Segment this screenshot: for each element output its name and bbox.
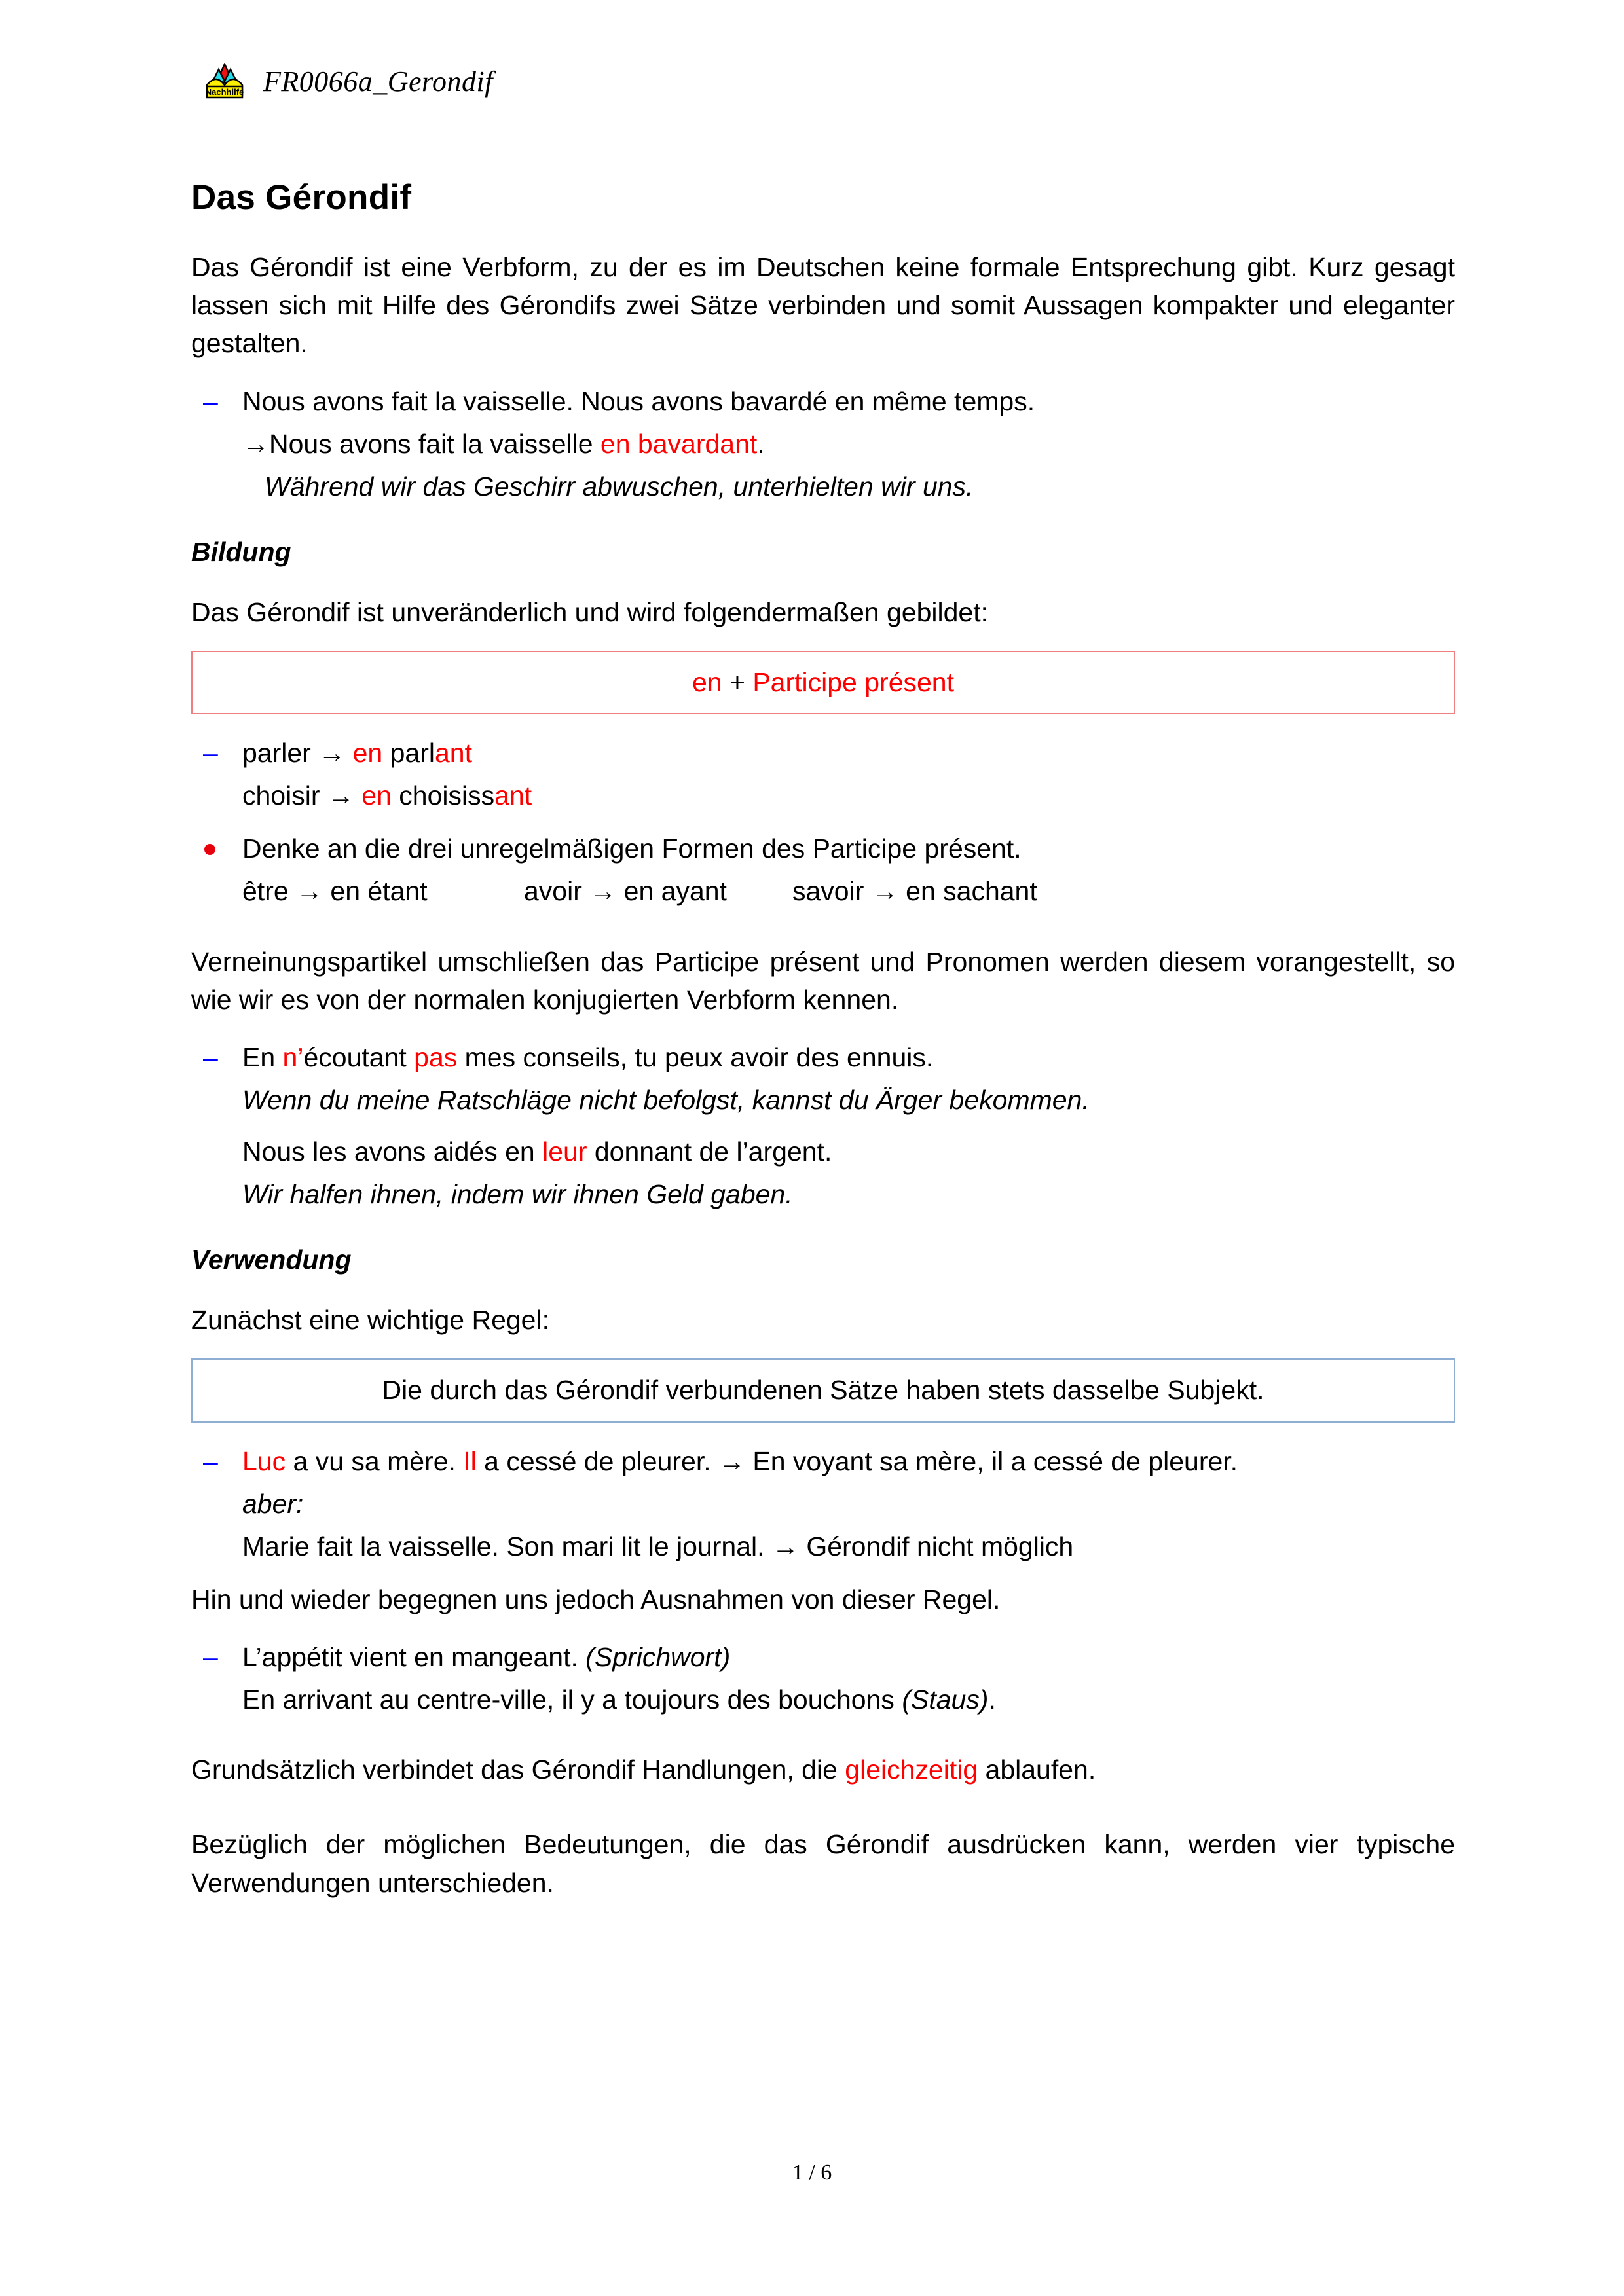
exception-paragraph: Hin und wieder begegnen uns jedoch Ausnahmen von dieser Regel.: [191, 1584, 1001, 1614]
simultaneity-suffix: ablaufen.: [978, 1755, 1096, 1785]
arrow-icon: →: [242, 428, 269, 459]
negation-paragraph: Verneinungspartikel umschließen das Participe présent und Pronomen werden diesem vorangestellt, so wie wir es von der normalen konjugierten Verbform kennen.: [191, 946, 1455, 1015]
document-code: FR0066a_Gerondif: [263, 65, 493, 98]
formula-part2: Participe présent: [752, 667, 954, 698]
list-item: [191, 382, 1455, 421]
example-infinitive: parler: [242, 738, 319, 769]
page-footer: [0, 2160, 1624, 2185]
document-body: [191, 178, 1455, 1922]
nachhilfe-logo-icon: [203, 63, 246, 100]
list-item: [191, 776, 1455, 815]
example-result: [191, 425, 1455, 464]
dash-bullet-icon: –: [203, 738, 218, 769]
verwendung-lead: Zunächst eine wichtige Regel:: [191, 1305, 549, 1336]
rule-box: Die durch das Gérondif verbundenen Sätze haben stets dasselbe Subjekt.: [191, 1358, 1455, 1422]
example-en: en: [361, 780, 392, 811]
logo-text: Nachhilfe: [205, 87, 244, 97]
formation-examples: [191, 734, 1455, 815]
proverb-text: L’appétit vient en mangeant.: [242, 1642, 586, 1673]
neg-seg2: donnant de l’argent.: [587, 1137, 832, 1167]
list-item: [191, 734, 1455, 773]
neg-red2: pas: [414, 1042, 458, 1072]
example-translation: Während wir das Geschirr abwuschen, unterhielten wir uns.: [265, 471, 974, 501]
subject-rule-examples: [191, 1442, 1455, 1566]
bildung-lead: Das Gérondif ist unveränderlich und wird folgendermaßen gebildet:: [191, 596, 989, 627]
result-highlight: en bavardant: [600, 428, 758, 459]
marie-example: Marie fait la vaisselle. Son mari lit le journal. → Gérondif nicht möglich: [242, 1531, 1074, 1561]
example-infinitive: choisir: [242, 780, 327, 811]
dash-bullet-icon: –: [203, 386, 218, 416]
simultaneity-prefix: Grundsätzlich verbindet das Gérondif Handlungen, die: [191, 1755, 845, 1785]
proverb-examples: [191, 1638, 1455, 1719]
neg-translation: Wir halfen ihnen, indem wir ihnen Geld gaben.: [242, 1179, 793, 1210]
irregular-form-etre: être → en étant: [242, 876, 428, 907]
simultaneity-paragraph: [191, 1751, 1455, 1789]
formula-plus: +: [722, 667, 753, 698]
aber-label: aber:: [242, 1488, 304, 1519]
page-title: Das Gérondif: [191, 178, 412, 217]
intro-example-list: [191, 382, 1455, 506]
dash-bullet-icon: –: [203, 1042, 218, 1072]
irregular-form-savoir: savoir → en sachant: [792, 876, 1037, 907]
example-ending: ant: [494, 780, 532, 811]
result-suffix: .: [757, 428, 765, 459]
dash-bullet-icon: –: [203, 1446, 218, 1476]
page-header: [203, 63, 493, 100]
proverb-text: En arrivant au centre-ville, il y a toujours des bouchons: [242, 1685, 902, 1715]
arrow-icon: →: [327, 780, 362, 811]
intro-paragraph: Das Gérondif ist eine Verbform, zu der es im Deutschen keine formale Entsprechung gibt. Kurz gesagt lassen sich mit Hilfe des Gérondifs zwei Sätze verbinden und somit Aussagen kompakter und eleganter gestalten.: [191, 251, 1455, 359]
luc-red2: Il: [463, 1446, 477, 1476]
dash-bullet-icon: –: [203, 1642, 218, 1673]
luc-red1: Luc: [242, 1446, 286, 1476]
proverb-note: (Staus): [902, 1685, 989, 1715]
list-item: [191, 1638, 1455, 1677]
neg-red1: leur: [542, 1137, 587, 1167]
list-item: [191, 1442, 1455, 1481]
example-stem: parl: [382, 738, 435, 769]
negation-examples: [191, 1038, 1455, 1214]
example-stem: choisiss: [391, 780, 495, 811]
example-en: en: [352, 738, 383, 769]
example-source: Nous avons fait la vaisselle. Nous avons bavardé en même temps.: [242, 386, 1035, 416]
proverb-suffix: .: [988, 1685, 996, 1715]
irregular-form-avoir: avoir → en ayant: [524, 876, 727, 907]
neg-seg3: mes conseils, tu peux avoir des ennuis.: [457, 1042, 934, 1072]
result-prefix: Nous avons fait la vaisselle: [269, 428, 600, 459]
irregular-note-block: [191, 829, 1455, 911]
section-heading-verwendung: Verwendung: [191, 1245, 352, 1275]
list-item: [191, 829, 1455, 868]
formula-part1: en: [692, 667, 722, 698]
list-item: [191, 1133, 1455, 1171]
neg-seg1: Nous les avons aidés en: [242, 1137, 543, 1167]
neg-seg2: écoutant: [303, 1042, 415, 1072]
closing-paragraph: Bezüglich der möglichen Bedeutungen, die das Gérondif ausdrücken kann, werden vier typische Verwendungen unterschieden.: [191, 1829, 1455, 1898]
page-number: 1 / 6: [792, 2160, 832, 2185]
irregular-forms-row: [191, 872, 1455, 911]
luc-seg2: a cessé de pleurer. → En voyant sa mère, il a cessé de pleurer.: [476, 1446, 1238, 1476]
formula-box: [191, 651, 1455, 714]
irregular-note: Denke an die drei unregelmäßigen Formen des Participe présent.: [242, 833, 1022, 864]
neg-translation: Wenn du meine Ratschläge nicht befolgst, kannst du Ärger bekommen.: [242, 1084, 1090, 1115]
simultaneity-highlight: gleichzeitig: [845, 1755, 978, 1785]
red-dot-bullet-icon: [204, 844, 236, 855]
list-item: [191, 1681, 1455, 1719]
list-item: [191, 1038, 1455, 1077]
luc-seg1: a vu sa mère.: [286, 1446, 464, 1476]
example-ending: ant: [435, 738, 472, 769]
neg-seg1: En: [242, 1042, 283, 1072]
proverb-note: (Sprichwort): [585, 1642, 731, 1673]
arrow-icon: →: [318, 738, 353, 769]
neg-red1: n’: [282, 1042, 304, 1072]
section-heading-bildung: Bildung: [191, 536, 291, 567]
